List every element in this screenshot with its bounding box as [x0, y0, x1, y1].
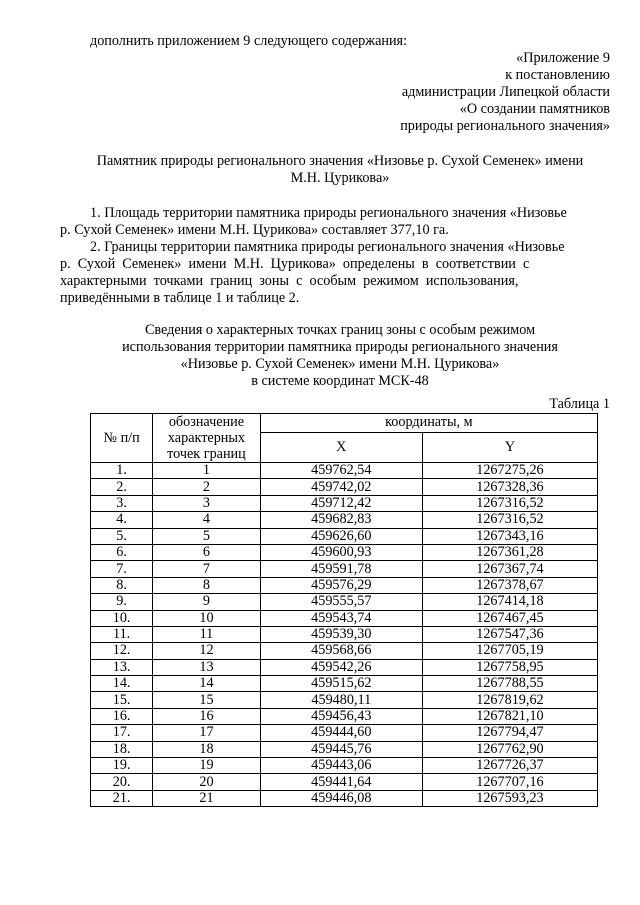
row-point: 18 [153, 741, 260, 757]
row-point: 8 [153, 577, 260, 593]
row-y: 1267758,95 [422, 659, 597, 675]
row-number: 16. [91, 708, 153, 724]
row-number: 21. [91, 790, 153, 806]
paragraph-1-line: р. Сухой Семенек» имени М.Н. Цурикова» составляет 377,10 га. [60, 222, 449, 238]
table-row [91, 528, 598, 544]
row-point: 20 [153, 774, 260, 790]
row-x: 459539,30 [260, 626, 422, 642]
table-row [91, 774, 598, 790]
table-row [91, 659, 598, 675]
row-point: 15 [153, 692, 260, 708]
row-x: 459456,43 [260, 708, 422, 724]
table-row [91, 692, 598, 708]
row-y: 1267378,67 [422, 577, 597, 593]
row-number: 11. [91, 626, 153, 642]
row-point: 4 [153, 512, 260, 528]
row-number: 9. [91, 594, 153, 610]
row-y: 1267343,16 [422, 528, 597, 544]
row-point: 16 [153, 708, 260, 724]
title-line: Памятник природы регионального значения «Низовье р. Сухой Семенек» имени [96, 153, 584, 169]
annex-line: к постановлению [505, 67, 610, 83]
row-x: 459682,83 [260, 512, 422, 528]
table-row [91, 741, 598, 757]
row-y: 1267788,55 [422, 676, 597, 692]
row-number: 17. [91, 725, 153, 741]
header-point-line: характерных [167, 430, 246, 446]
paragraph-2-line: 2. Границы территории памятника природы регионального значения «Низовье [90, 239, 565, 255]
caption-line: «Низовье р. Сухой Семенек» имени М.Н. Цурикова» [180, 356, 500, 372]
row-y: 1267328,36 [422, 479, 597, 495]
row-point: 13 [153, 659, 260, 675]
table-row [91, 495, 598, 511]
row-number: 1. [91, 463, 153, 479]
row-y: 1267547,36 [422, 626, 597, 642]
table-row [91, 577, 598, 593]
annex-header [400, 50, 610, 135]
row-x: 459445,76 [260, 741, 422, 757]
row-point: 3 [153, 495, 260, 511]
header-number: № п/п [91, 414, 153, 463]
row-x: 459742,02 [260, 479, 422, 495]
row-number: 19. [91, 758, 153, 774]
table-row [91, 544, 598, 560]
table-row [91, 463, 598, 479]
table-row [91, 708, 598, 724]
row-number: 7. [91, 561, 153, 577]
row-number: 8. [91, 577, 153, 593]
row-x: 459762,54 [260, 463, 422, 479]
row-x: 459712,42 [260, 495, 422, 511]
paragraph-2-line: приведёнными в таблице 1 и таблице 2. [60, 290, 300, 306]
row-y: 1267467,45 [422, 610, 597, 626]
header-point-line: обозначение [168, 414, 245, 430]
row-y: 1267316,52 [422, 495, 597, 511]
row-point: 10 [153, 610, 260, 626]
table-caption [60, 322, 620, 390]
row-y: 1267367,74 [422, 561, 597, 577]
annex-line: администрации Липецкой области [401, 84, 610, 100]
row-x: 459626,60 [260, 528, 422, 544]
row-number: 18. [91, 741, 153, 757]
row-point: 5 [153, 528, 260, 544]
row-y: 1267705,19 [422, 643, 597, 659]
table-row [91, 643, 598, 659]
row-point: 7 [153, 561, 260, 577]
row-x: 459444,60 [260, 725, 422, 741]
annex-line: «Приложение 9 [516, 50, 610, 66]
row-x: 459480,11 [260, 692, 422, 708]
row-y: 1267361,28 [422, 544, 597, 560]
row-y: 1267726,37 [422, 758, 597, 774]
row-x: 459600,93 [260, 544, 422, 560]
row-x: 459443,06 [260, 758, 422, 774]
header-y: Y [422, 432, 597, 462]
intro-line: дополнить приложением 9 следующего содержания: [90, 33, 408, 49]
row-number: 13. [91, 659, 153, 675]
row-y: 1267707,16 [422, 774, 597, 790]
row-number: 20. [91, 774, 153, 790]
annex-line: природы регионального значения» [400, 118, 610, 134]
row-y: 1267794,47 [422, 725, 597, 741]
paragraph-area [60, 205, 610, 307]
table-row [91, 479, 598, 495]
document-title [60, 153, 620, 187]
paragraph-2-line: характерными точками границ зоны с особым режимом использования, [60, 273, 519, 289]
coordinates-table [90, 413, 598, 807]
table-row [91, 758, 598, 774]
paragraph-2-line: р. Сухой Семенек» имени М.Н. Цурикова» определены в соответствии с [60, 256, 530, 272]
row-point: 14 [153, 676, 260, 692]
row-point: 1 [153, 463, 260, 479]
table-row [91, 626, 598, 642]
row-point: 12 [153, 643, 260, 659]
annex-line: «О создании памятников [459, 101, 610, 117]
row-number: 12. [91, 643, 153, 659]
row-point: 2 [153, 479, 260, 495]
header-coordinates: координаты, м [260, 414, 597, 433]
table-row [91, 561, 598, 577]
row-y: 1267593,23 [422, 790, 597, 806]
row-y: 1267819,62 [422, 692, 597, 708]
row-y: 1267275,26 [422, 463, 597, 479]
table-row [91, 790, 598, 806]
row-number: 6. [91, 544, 153, 560]
row-x: 459591,78 [260, 561, 422, 577]
row-number: 2. [91, 479, 153, 495]
table-row [91, 725, 598, 741]
row-number: 10. [91, 610, 153, 626]
row-point: 11 [153, 626, 260, 642]
row-x: 459568,66 [260, 643, 422, 659]
caption-line: использования территории памятника природы регионального значения [122, 339, 558, 355]
row-number: 5. [91, 528, 153, 544]
caption-line: Сведения о характерных точках границ зоны с особым режимом [144, 322, 536, 338]
row-point: 19 [153, 758, 260, 774]
row-y: 1267414,18 [422, 594, 597, 610]
paragraph-1-line: 1. Площадь территории памятника природы регионального значения «Низовье [90, 205, 567, 221]
row-y: 1267762,90 [422, 741, 597, 757]
table-row [91, 594, 598, 610]
row-x: 459576,29 [260, 577, 422, 593]
row-x: 459543,74 [260, 610, 422, 626]
row-point: 9 [153, 594, 260, 610]
row-number: 14. [91, 676, 153, 692]
table-row [91, 512, 598, 528]
table-row [91, 610, 598, 626]
row-number: 4. [91, 512, 153, 528]
row-y: 1267316,52 [422, 512, 597, 528]
caption-line: в системе координат МСК-48 [251, 373, 429, 389]
title-line: М.Н. Цурикова» [290, 170, 390, 186]
row-x: 459441,64 [260, 774, 422, 790]
table-label: Таблица 1 [549, 396, 610, 412]
row-y: 1267821,10 [422, 708, 597, 724]
row-point: 17 [153, 725, 260, 741]
table-body [91, 463, 598, 807]
header-x: X [260, 432, 422, 462]
row-x: 459515,62 [260, 676, 422, 692]
row-point: 6 [153, 544, 260, 560]
table-row [91, 676, 598, 692]
row-number: 15. [91, 692, 153, 708]
row-x: 459542,26 [260, 659, 422, 675]
row-point: 21 [153, 790, 260, 806]
header-point-line: точек границ [167, 446, 246, 462]
row-x: 459446,08 [260, 790, 422, 806]
row-number: 3. [91, 495, 153, 511]
row-x: 459555,57 [260, 594, 422, 610]
header-point [153, 414, 260, 463]
